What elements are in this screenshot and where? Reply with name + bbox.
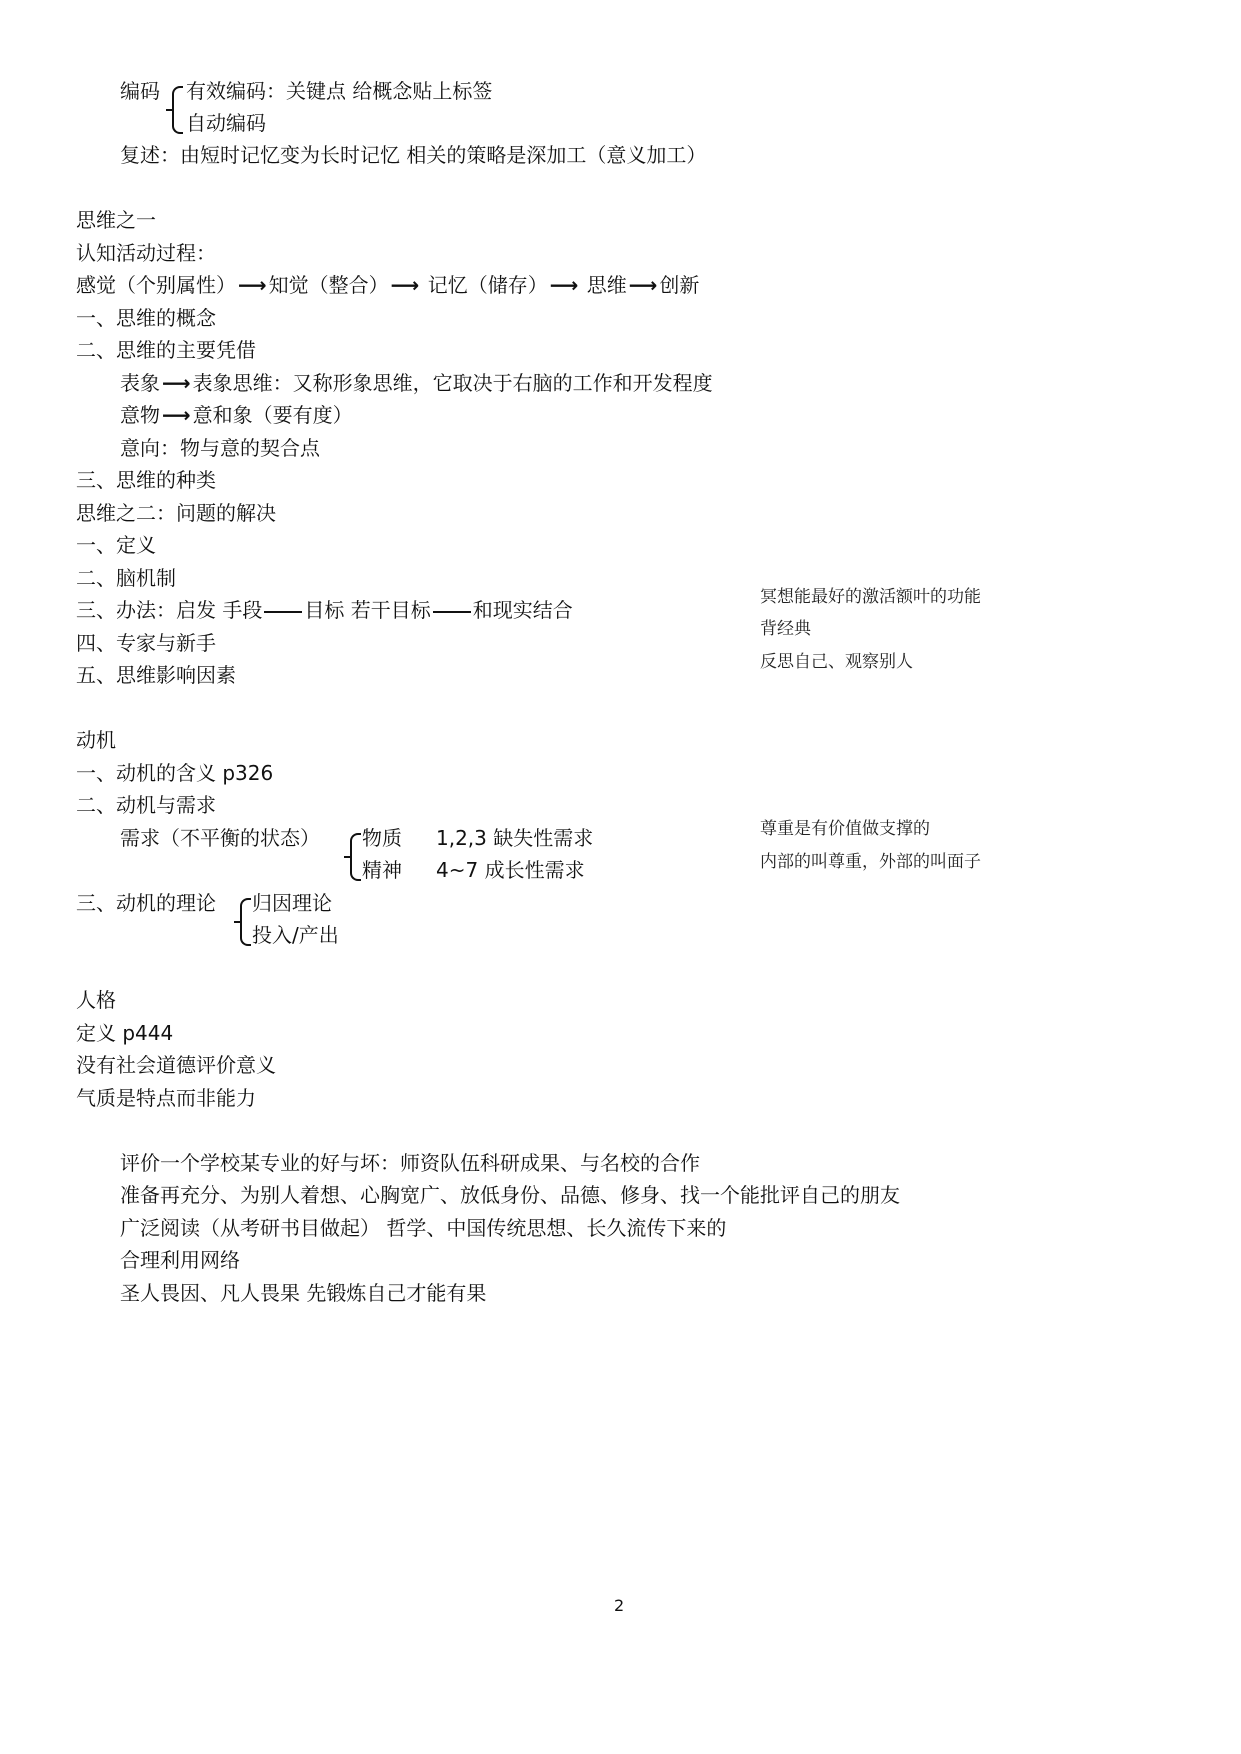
closing-line-4: 合理利用网络 xyxy=(120,1248,240,1272)
need-desc-deficiency: 1,2,3 缺失性需求 xyxy=(436,826,594,850)
intent-def: 意和象（要有度） xyxy=(192,403,353,427)
thinking2-item-definition: 一、定义 xyxy=(76,533,156,557)
personality-title: 人格 xyxy=(76,988,116,1012)
intent-line xyxy=(120,402,353,428)
method-part-c: 和现实结合 xyxy=(472,598,573,622)
side-note-reflect: 反思自己、观察别人 xyxy=(760,652,913,672)
arrow-right-icon: ⟶ xyxy=(162,403,191,427)
motivation-item-needs: 二、动机与需求 xyxy=(76,793,216,817)
side-note-classics: 背经典 xyxy=(760,619,811,639)
direction-line: 意向：物与意的契合点 xyxy=(120,436,320,460)
needs-brace xyxy=(350,833,361,881)
thinking1-title: 思维之一 xyxy=(76,208,156,232)
side-note-respect: 尊重是有价值做支撑的 xyxy=(760,819,930,839)
thinking2-title: 思维之二：问题的解决 xyxy=(76,501,276,525)
theory-attribution: 归因理论 xyxy=(252,891,332,915)
closing-line-5: 圣人畏因、凡人畏果 先锻炼自己才能有果 xyxy=(120,1281,487,1305)
motivation-title: 动机 xyxy=(76,728,116,752)
thinking2-item-expert: 四、专家与新手 xyxy=(76,631,216,655)
thinking2-item-method xyxy=(76,597,573,623)
process-step-perception: 知觉（整合） xyxy=(268,273,389,297)
image-thinking-def: 表象思维：又称形象思维，它取决于右脑的工作和开发程度 xyxy=(192,371,713,395)
arrow-right-icon: ⟶ xyxy=(549,273,579,297)
theory-input-output: 投入/产出 xyxy=(252,923,339,947)
arrow-right-icon: ⟶ xyxy=(390,273,420,297)
closing-line-3: 广泛阅读（从考研书目做起） 哲学、中国传统思想、长久流传下来的 xyxy=(120,1216,727,1240)
personality-no-moral: 没有社会道德评价意义 xyxy=(76,1053,276,1077)
arrow-right-icon: ⟶ xyxy=(628,273,658,297)
need-label: 需求（不平衡的状态） xyxy=(120,826,320,850)
method-part-a: 三、办法：启发 手段 xyxy=(76,598,263,622)
cognitive-process-label: 认知活动过程： xyxy=(76,241,216,265)
arrow-right-icon: ⟶ xyxy=(238,273,267,297)
side-note-meditation: 冥想能最好的激活额叶的功能 xyxy=(760,587,981,607)
encoding-brace xyxy=(172,86,183,134)
dash-line xyxy=(433,611,471,613)
thinking1-section-concept: 一、思维的概念 xyxy=(76,306,216,330)
motivation-item-meaning: 一、动机的含义 p326 xyxy=(76,761,274,785)
closing-line-1: 评价一个学校某专业的好与坏：师资队伍科研成果、与名校的合作 xyxy=(120,1151,700,1175)
thinking2-item-brain: 二、脑机制 xyxy=(76,566,176,590)
page-number: 2 xyxy=(614,1596,625,1615)
need-desc-growth: 4~7 成长性需求 xyxy=(436,858,585,882)
rehearsal-line: 复述：由短时记忆变为长时记忆 相关的策略是深加工（意义加工） xyxy=(120,143,707,167)
need-kind-material: 物质 xyxy=(362,826,402,850)
thinking1-section-means: 二、思维的主要凭借 xyxy=(76,338,256,362)
cognitive-process-chain xyxy=(76,272,699,298)
personality-temperament: 气质是特点而非能力 xyxy=(76,1086,256,1110)
thinking2-item-factors: 五、思维影响因素 xyxy=(76,663,236,687)
theory-brace xyxy=(240,898,251,946)
side-note-face: 内部的叫尊重，外部的叫面子 xyxy=(760,852,981,872)
process-step-memory: 记忆（储存） xyxy=(427,273,548,297)
personality-definition: 定义 p444 xyxy=(76,1021,174,1045)
image-thinking-line xyxy=(120,370,713,396)
intent-term: 意物 xyxy=(120,403,160,427)
encoding-label: 编码 xyxy=(120,79,160,103)
dash-line xyxy=(264,611,302,613)
need-kind-spiritual: 精神 xyxy=(362,858,402,882)
method-part-b: 目标 若干目标 xyxy=(304,598,431,622)
encoding-item-effective: 有效编码：关键点 给概念贴上标签 xyxy=(186,79,493,103)
process-step-sensation: 感觉（个别属性） xyxy=(76,273,236,297)
encoding-item-auto: 自动编码 xyxy=(186,111,266,135)
thinking1-section-types: 三、思维的种类 xyxy=(76,468,216,492)
process-step-thinking: 思维 xyxy=(586,273,627,297)
image-term: 表象 xyxy=(120,371,160,395)
closing-line-2: 准备再充分、为别人着想、心胸宽广、放低身份、品德、修身、找一个能批评自己的朋友 xyxy=(120,1183,900,1207)
motivation-theory-label: 三、动机的理论 xyxy=(76,891,216,915)
process-step-innovation: 创新 xyxy=(659,273,700,297)
arrow-right-icon: ⟶ xyxy=(162,371,191,395)
